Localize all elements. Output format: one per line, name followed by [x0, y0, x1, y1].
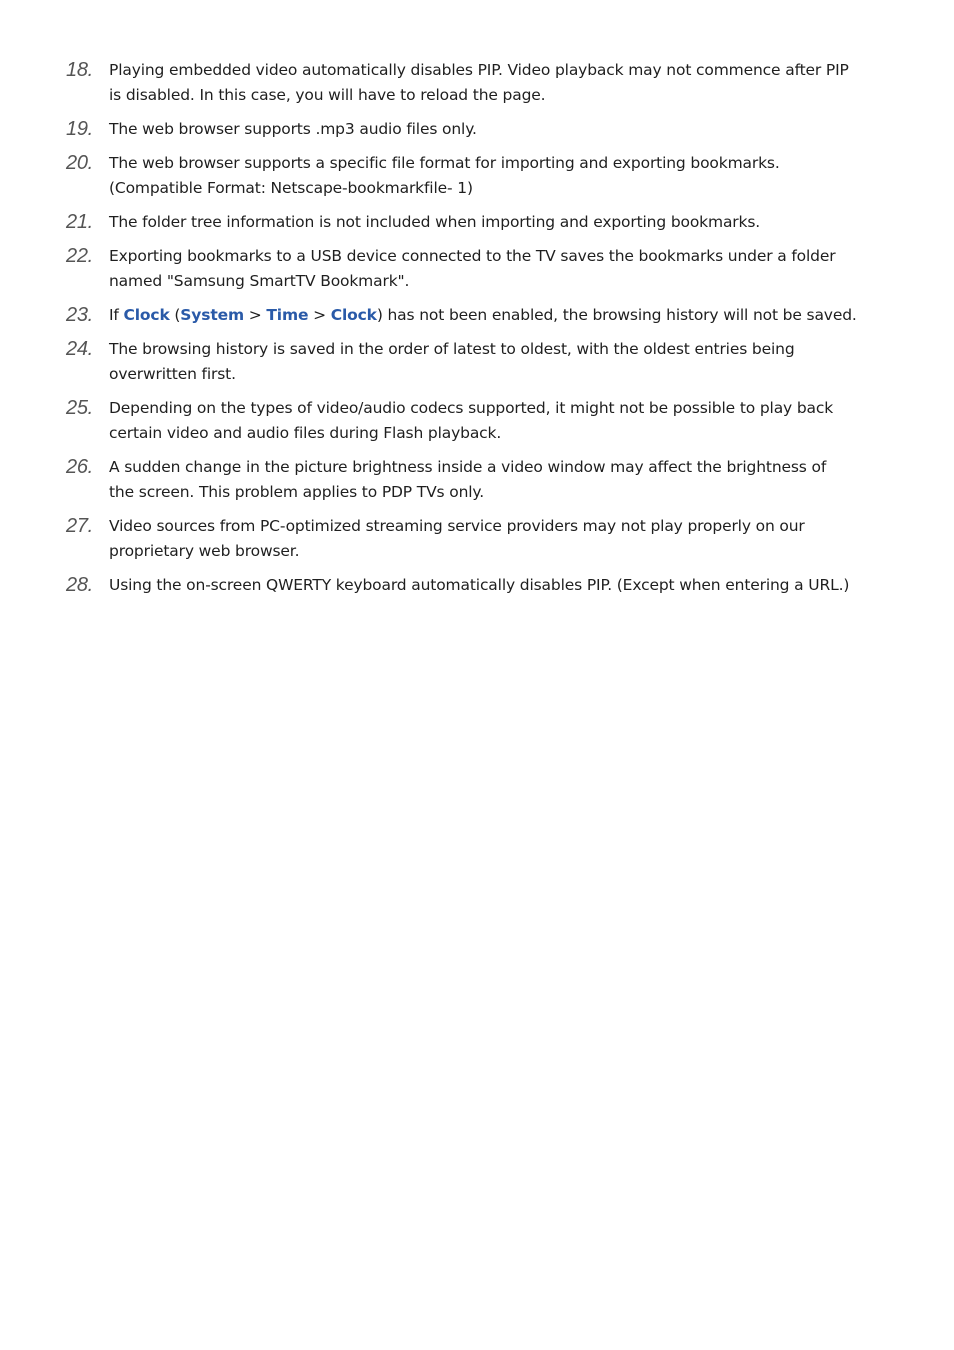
item-text-line: proprietary web browser.: [109, 542, 300, 560]
item-text: [109, 210, 896, 235]
item-text: [109, 514, 896, 564]
list-item: [66, 514, 896, 564]
item-text: [109, 573, 896, 598]
item-number: 18.: [66, 59, 93, 81]
item-text-line: The folder tree information is not included when importing and exporting bookmarks.: [109, 213, 761, 231]
list-item: [66, 573, 896, 598]
item-text-line: Using the on-screen QWERTY keyboard automatically disables PIP. (Except when entering a URL.): [109, 576, 850, 594]
item-number: 23.: [66, 304, 93, 326]
item-text-line: Video sources from PC-optimized streaming service providers may not play properly on our: [109, 517, 805, 535]
item-text-line: [109, 303, 896, 328]
item-text-line: certain video and audio files during Flash playback.: [109, 424, 502, 442]
list-item: [66, 244, 896, 294]
item-text-line: the screen. This problem applies to PDP TVs only.: [109, 483, 485, 501]
item-text-line: is disabled. In this case, you will have to reload the page.: [109, 86, 546, 104]
text-fragment: >: [308, 306, 331, 324]
menu-path-term: Time: [266, 306, 309, 324]
item-number: 22.: [66, 245, 93, 267]
item-text-line: overwritten first.: [109, 365, 236, 383]
item-text-line: Playing embedded video automatically disables PIP. Video playback may not commence after PIP: [109, 61, 849, 79]
item-text-line: The browsing history is saved in the order of latest to oldest, with the oldest entries being: [109, 340, 795, 358]
item-text-line: A sudden change in the picture brightness inside a video window may affect the brightness of: [109, 458, 827, 476]
item-text-line: Exporting bookmarks to a USB device connected to the TV saves the bookmarks under a folder: [109, 247, 836, 265]
item-number: 28.: [66, 574, 93, 596]
menu-path-term: Clock: [330, 306, 377, 324]
menu-path-term: Clock: [123, 306, 170, 324]
item-text-line: The web browser supports .mp3 audio files only.: [109, 120, 477, 138]
text-fragment: (: [169, 306, 181, 324]
list-item: [66, 117, 896, 142]
list-item: [66, 396, 896, 446]
item-text: [109, 151, 896, 201]
item-number: 19.: [66, 118, 93, 140]
text-fragment: If: [109, 306, 124, 324]
list-item: [66, 337, 896, 387]
item-text-line: The web browser supports a specific file format for importing and exporting bookmarks.: [109, 154, 780, 172]
item-text-line: (Compatible Format: Netscape-bookmarkfile- 1): [109, 179, 473, 197]
list-item: [66, 210, 896, 235]
item-text: [109, 117, 896, 142]
item-number: 27.: [66, 515, 93, 537]
item-number: 20.: [66, 152, 93, 174]
list-item: [66, 58, 896, 108]
item-text: [109, 396, 896, 446]
menu-path-term: System: [180, 306, 244, 324]
list-item: [66, 455, 896, 505]
item-text: [109, 244, 896, 294]
item-text: [109, 455, 896, 505]
text-fragment: >: [243, 306, 267, 324]
item-text: [109, 58, 896, 108]
item-number: 26.: [66, 456, 93, 478]
list-item: [66, 151, 896, 201]
list-item: [66, 303, 896, 328]
numbered-notes-list: [66, 58, 896, 607]
item-number: 21.: [66, 211, 93, 233]
item-number: 24.: [66, 338, 93, 360]
item-number: 25.: [66, 397, 93, 419]
item-text-line: Depending on the types of video/audio codecs supported, it might not be possible to play back: [109, 399, 834, 417]
text-fragment: ) has not been enabled, the browsing history will not be saved.: [376, 306, 857, 324]
item-text: [109, 337, 896, 387]
item-text-line: named "Samsung SmartTV Bookmark".: [109, 272, 410, 290]
item-text: [109, 303, 896, 328]
